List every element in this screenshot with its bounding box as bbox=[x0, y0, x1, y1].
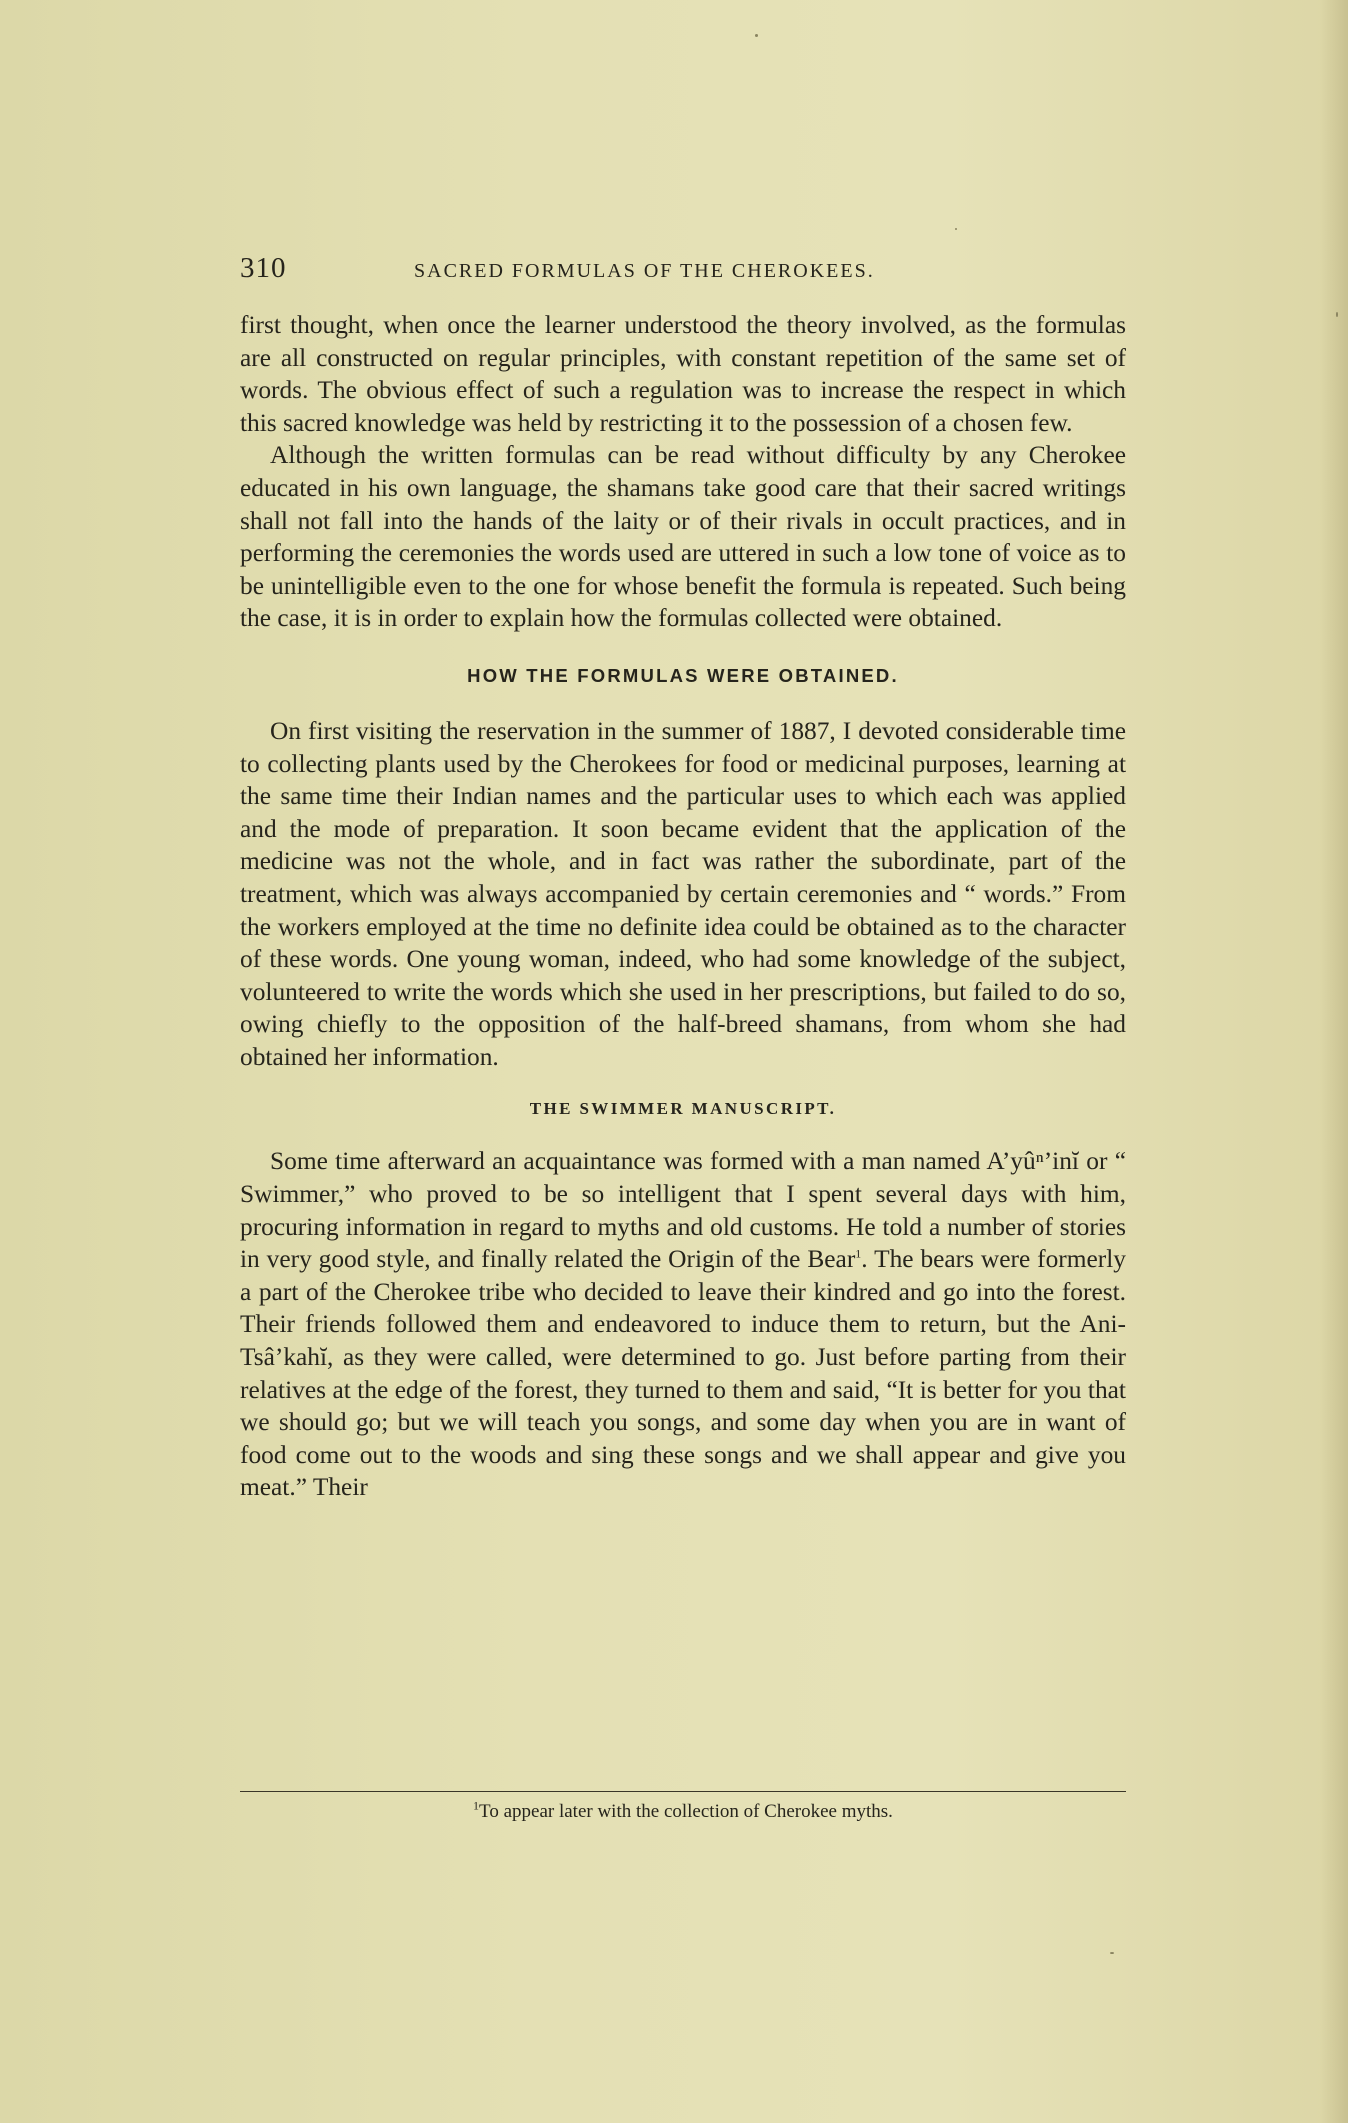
paragraph-swimmer bbox=[240, 1145, 1126, 1504]
page-number: 310 bbox=[240, 252, 287, 284]
paragraph-swimmer-part2: . The bears were formerly a part of the Cherokee tribe who decided to leave their kindred and go into the forest. Their friends followed them and endeavored to induce them to return, but the Ani-Tsâ’kahĭ, as they were called, were determined to go. Just before parting from their relatives at the edge of the forest, they turned to them and said, “It is better for you that we should go; but we will teach you songs, and some day when you are in want of food come out to the woods and sing these songs and we shall appear and give you meat.” Their bbox=[240, 1245, 1126, 1502]
body-text bbox=[240, 309, 1126, 1504]
section-heading-how-obtained: HOW THE FORMULAS WERE OBTAINED. bbox=[467, 664, 899, 686]
footnote-divider bbox=[240, 1791, 1126, 1792]
footnote-marker: 1 bbox=[473, 1798, 480, 1813]
page-edge-shadow bbox=[1320, 0, 1348, 2123]
paper-speck bbox=[1110, 1952, 1114, 1954]
paper-speck bbox=[755, 34, 758, 37]
running-title: SACRED FORMULAS OF THE CHEROKEES. bbox=[414, 260, 875, 282]
paper-speck bbox=[1336, 312, 1338, 317]
footnote-reference: 1 bbox=[855, 1246, 862, 1261]
paragraph-continued: first thought, when once the learner understood the theory involved, as the formulas are all constructed on regular principles, with constant repetition of the same set of words. The obvious effect of such a regulation was to increase the respect in which this sacred knowledge was held by restricting it to the possession of a chosen few. bbox=[240, 311, 1126, 437]
paragraph-swimmer-part1: Some time afterward an acquaintance was formed with a man named A’yûⁿ’inĭ or “ Swimmer,” who proved to be so intelligent that I spent several days with him, procuring information in regard to myths and old customs. He told a number of stories in very good style, and finally related the Origin of the Bear bbox=[240, 1147, 1126, 1274]
page-header bbox=[240, 250, 1130, 290]
paragraph-first-visit: On first visiting the reservation in the summer of 1887, I devoted considerable time to collecting plants used by the Cherokees for food or medicinal purposes, learning at the same time their Indian names and the particular uses to which each was applied and the mode of preparation. It soon became evident that the application of the medicine was not the whole, and in fact was rather the subordinate, part of the treatment, which was always accompanied by certain ceremonies and “ words.” From the workers employed at the time no definite idea could be obtained as to the character of these words. One young woman, indeed, who had some knowledge of the subject, volunteered to write the words which she used in her prescriptions, but failed to do so, owing chiefly to the opposition of the half-breed shamans, from whom she had obtained her information. bbox=[240, 716, 1126, 1071]
section-heading-swimmer-manuscript: THE SWIMMER MANUSCRIPT. bbox=[529, 1099, 837, 1119]
footnote bbox=[240, 1798, 1126, 1823]
paragraph-written-formulas: Although the written formulas can be read without difficulty by any Cherokee educated in his own language, the shamans take good care that their sacred writings shall not fall into the hands of the laity or of their rivals in occult practices, and in performing the ceremonies the words used are uttered in such a low tone of voice as to be unintelligible even to the one for whose benefit the formula is repeated. Such being the case, it is in order to explain how the formulas collected were obtained. bbox=[240, 441, 1126, 633]
paper-speck bbox=[955, 228, 957, 230]
footnote-text: To appear later with the collection of Cherokee myths. bbox=[479, 1801, 893, 1822]
